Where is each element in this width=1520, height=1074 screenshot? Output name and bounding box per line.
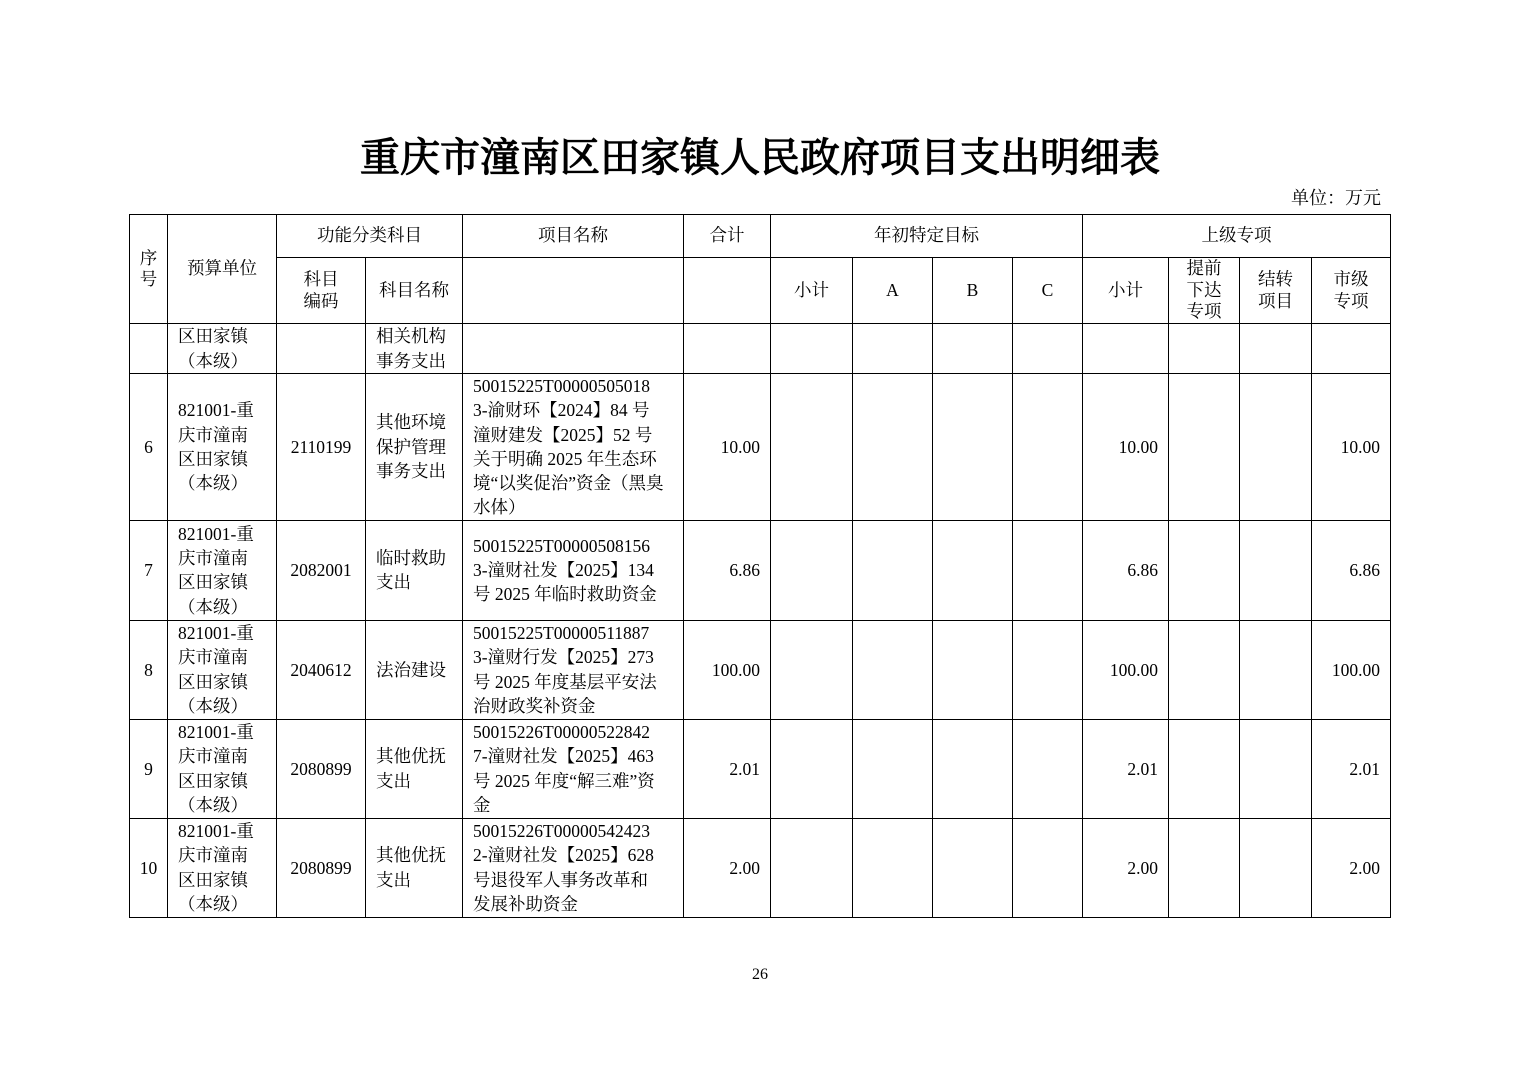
header-annual-a: A [853,258,933,324]
cell-superior-subtotal: 2.01 [1083,719,1169,818]
cell-seq: 8 [130,620,168,719]
cell-superior-municipal: 2.00 [1312,818,1391,917]
document-title: 重庆市潼南区田家镇人民政府项目支出明细表 [360,135,1160,180]
cell-annual-b [933,620,1013,719]
cell-annual-c [1013,620,1083,719]
cell-superior-municipal: 100.00 [1312,620,1391,719]
budget-unit-line: （本级） [178,596,248,617]
header-superior-advance [1169,258,1240,324]
header-superior-advance-label: 提前下达专项 [1186,258,1222,322]
cell-superior-advance [1169,620,1240,719]
header-annual-subtotal: 小计 [771,258,853,324]
cell-subject-name [366,818,463,917]
cell-project-name [463,620,684,719]
cell-annual-a [853,818,933,917]
cell-seq: 7 [130,520,168,620]
cell-subject-name [366,719,463,818]
project-name-line: 50015226T00000542423 [473,821,650,842]
cell-project-name [463,324,684,374]
cell-seq: 6 [130,374,168,521]
cell-annual-a [853,620,933,719]
budget-unit-line: 821001-重 [178,722,254,743]
budget-unit-line: （本级） [178,894,248,915]
cell-superior-carryover [1240,818,1312,917]
header-budget-unit: 预算单位 [168,215,277,324]
header-function-class: 功能分类科目 [277,215,463,258]
cell-project-name [463,818,684,917]
cell-annual-subtotal [771,520,853,620]
header-superior-municipal-label: 市级专项 [1333,269,1369,311]
subject-name-line: 支出 [376,770,411,791]
header-superior-special: 上级专项 [1083,215,1391,258]
budget-unit-line: 区田家镇 [178,770,248,791]
cell-total [684,324,771,374]
budget-unit-line: 庆市潼南 [178,746,248,767]
subject-name-line: 相关机构 [376,326,446,347]
header-superior-municipal [1312,258,1391,324]
budget-unit-line: 区田家镇 [178,572,248,593]
header-project-name-blank [463,258,684,324]
cell-total: 10.00 [684,374,771,521]
cell-superior-carryover [1240,374,1312,521]
project-name-line: 水体） [473,497,526,518]
project-name-line: 发展补助资金 [473,894,578,915]
cell-budget-unit [168,374,277,521]
cell-project-name [463,520,684,620]
header-annual-c: C [1013,258,1083,324]
project-name-line: 关于明确 2025 年生态环 [473,448,657,469]
cell-subject-code: 2080899 [277,719,366,818]
cell-subject-code: 2080899 [277,818,366,917]
cell-seq: 9 [130,719,168,818]
table-header [130,215,1391,324]
cell-annual-c [1013,818,1083,917]
cell-annual-a [853,719,933,818]
table-row [130,520,1391,620]
budget-unit-line: 区田家镇 [178,326,248,347]
subject-name-line: 事务支出 [376,461,446,482]
cell-annual-b [933,818,1013,917]
cell-superior-carryover [1240,719,1312,818]
cell-annual-b [933,374,1013,521]
table-row [130,324,1391,374]
project-name-line: 50015225T00000508156 [473,535,650,556]
project-name-line: 50015225T00000505018 [473,376,650,396]
cell-annual-a [853,520,933,620]
cell-project-name [463,719,684,818]
header-annual-target: 年初特定目标 [771,215,1083,258]
cell-total: 6.86 [684,520,771,620]
cell-superior-advance [1169,520,1240,620]
budget-unit-line: 821001-重 [178,623,254,644]
cell-seq [130,324,168,374]
cell-annual-c [1013,520,1083,620]
cell-seq: 10 [130,818,168,917]
header-seq [130,215,168,324]
budget-unit-line: 821001-重 [178,523,254,544]
project-name-line: 2-潼财社发【2025】628 [473,845,654,866]
page-number: 26 [752,966,768,983]
cell-annual-b [933,520,1013,620]
cell-budget-unit [168,719,277,818]
table-row [130,620,1391,719]
cell-annual-subtotal [771,324,853,374]
subject-name-line: 保护管理 [376,436,446,457]
header-row [130,215,1391,258]
cell-subject-code: 2082001 [277,520,366,620]
cell-superior-carryover [1240,520,1312,620]
header-subject-name: 科目名称 [366,258,463,324]
cell-superior-advance [1169,374,1240,521]
cell-superior-subtotal [1083,324,1169,374]
cell-total: 2.00 [684,818,771,917]
project-name-line: 3-潼财行发【2025】273 [473,647,654,668]
budget-unit-line: 区田家镇 [178,869,248,890]
budget-unit-line: 庆市潼南 [178,424,248,445]
header-total: 合计 [684,215,771,258]
budget-unit-line: 821001-重 [178,400,254,421]
header-total-blank [684,258,771,324]
subject-name-line: 支出 [376,572,411,593]
project-expenditure-table [129,214,1391,918]
cell-superior-subtotal: 10.00 [1083,374,1169,521]
cell-annual-subtotal [771,818,853,917]
header-row [130,258,1391,324]
budget-unit-line: 821001-重 [178,821,254,842]
cell-annual-c [1013,719,1083,818]
cell-annual-subtotal [771,620,853,719]
subject-name-line: 其他优抚 [376,845,446,866]
header-superior-carryover-label: 结转项目 [1258,269,1293,311]
cell-annual-a [853,374,933,521]
header-project-name: 项目名称 [463,215,684,258]
budget-unit-line: 庆市潼南 [178,547,248,568]
cell-subject-name [366,620,463,719]
budget-unit-line: 庆市潼南 [178,845,248,866]
cell-budget-unit [168,818,277,917]
budget-unit-line: （本级） [178,795,248,816]
budget-unit-line: 庆市潼南 [178,647,248,668]
cell-superior-municipal: 10.00 [1312,374,1391,521]
project-name-line: 境“以奖促治”资金（黑臭 [473,473,664,494]
cell-superior-subtotal: 6.86 [1083,520,1169,620]
cell-superior-advance [1169,818,1240,917]
cell-total: 2.01 [684,719,771,818]
cell-superior-subtotal: 2.00 [1083,818,1169,917]
project-name-line: 号 2025 年度“解三难”资 [473,770,655,791]
table-row [130,719,1391,818]
project-name-line: 50015225T00000511887 [473,623,650,644]
cell-subject-code: 2040612 [277,620,366,719]
cell-superior-advance [1169,719,1240,818]
cell-subject-name [366,520,463,620]
cell-subject-code [277,324,366,374]
cell-budget-unit [168,324,277,374]
project-name-line: 50015226T00000522842 [473,722,650,743]
header-subject-code [277,258,366,324]
cell-budget-unit [168,620,277,719]
cell-subject-name [366,324,463,374]
cell-project-name [463,374,684,521]
header-superior-subtotal: 小计 [1083,258,1169,324]
subject-name-line: 法治建设 [376,659,446,680]
cell-annual-subtotal [771,374,853,521]
table-row [130,374,1391,521]
cell-superior-carryover [1240,324,1312,374]
subject-name-line: 临时救助 [376,547,446,568]
subject-name-line: 支出 [376,869,411,890]
table-body [130,324,1391,918]
cell-superior-advance [1169,324,1240,374]
cell-superior-municipal: 6.86 [1312,520,1391,620]
project-name-line: 3-潼财社发【2025】134 [473,560,654,581]
project-name-line: 7-潼财社发【2025】463 [473,746,654,767]
header-superior-carryover [1240,258,1312,324]
project-name-line: 号退役军人事务改革和 [473,869,648,890]
cell-budget-unit [168,520,277,620]
table-row [130,818,1391,917]
project-name-line: 治财政奖补资金 [473,696,596,717]
cell-annual-c [1013,324,1083,374]
cell-total: 100.00 [684,620,771,719]
subject-name-line: 其他环境 [376,412,446,433]
project-name-line: 号 2025 年度基层平安法 [473,671,657,692]
project-name-line: 金 [473,795,491,816]
cell-subject-code: 2110199 [277,374,366,521]
project-name-line: 3-渝财环【2024】84 号 [473,400,650,421]
subject-name-line: 事务支出 [376,350,446,371]
header-seq-label: 序号 [139,247,158,289]
header-annual-b: B [933,258,1013,324]
cell-superior-municipal: 2.01 [1312,719,1391,818]
budget-unit-line: （本级） [178,696,248,717]
cell-annual-subtotal [771,719,853,818]
cell-annual-b [933,719,1013,818]
project-name-line: 号 2025 年临时救助资金 [473,584,657,605]
budget-unit-line: 区田家镇 [178,448,248,469]
cell-annual-c [1013,374,1083,521]
subject-name-line: 其他优抚 [376,746,446,767]
project-name-line: 潼财建发【2025】52 号 [473,424,653,445]
cell-subject-name [366,374,463,521]
cell-superior-subtotal: 100.00 [1083,620,1169,719]
budget-unit-line: （本级） [178,350,248,371]
cell-annual-a [853,324,933,374]
budget-unit-line: （本级） [178,473,248,494]
cell-annual-b [933,324,1013,374]
unit-label: 单位：万元 [1291,188,1381,208]
cell-superior-municipal [1312,324,1391,374]
budget-unit-line: 区田家镇 [178,671,248,692]
header-subject-code-label: 科目编码 [303,269,339,311]
cell-superior-carryover [1240,620,1312,719]
